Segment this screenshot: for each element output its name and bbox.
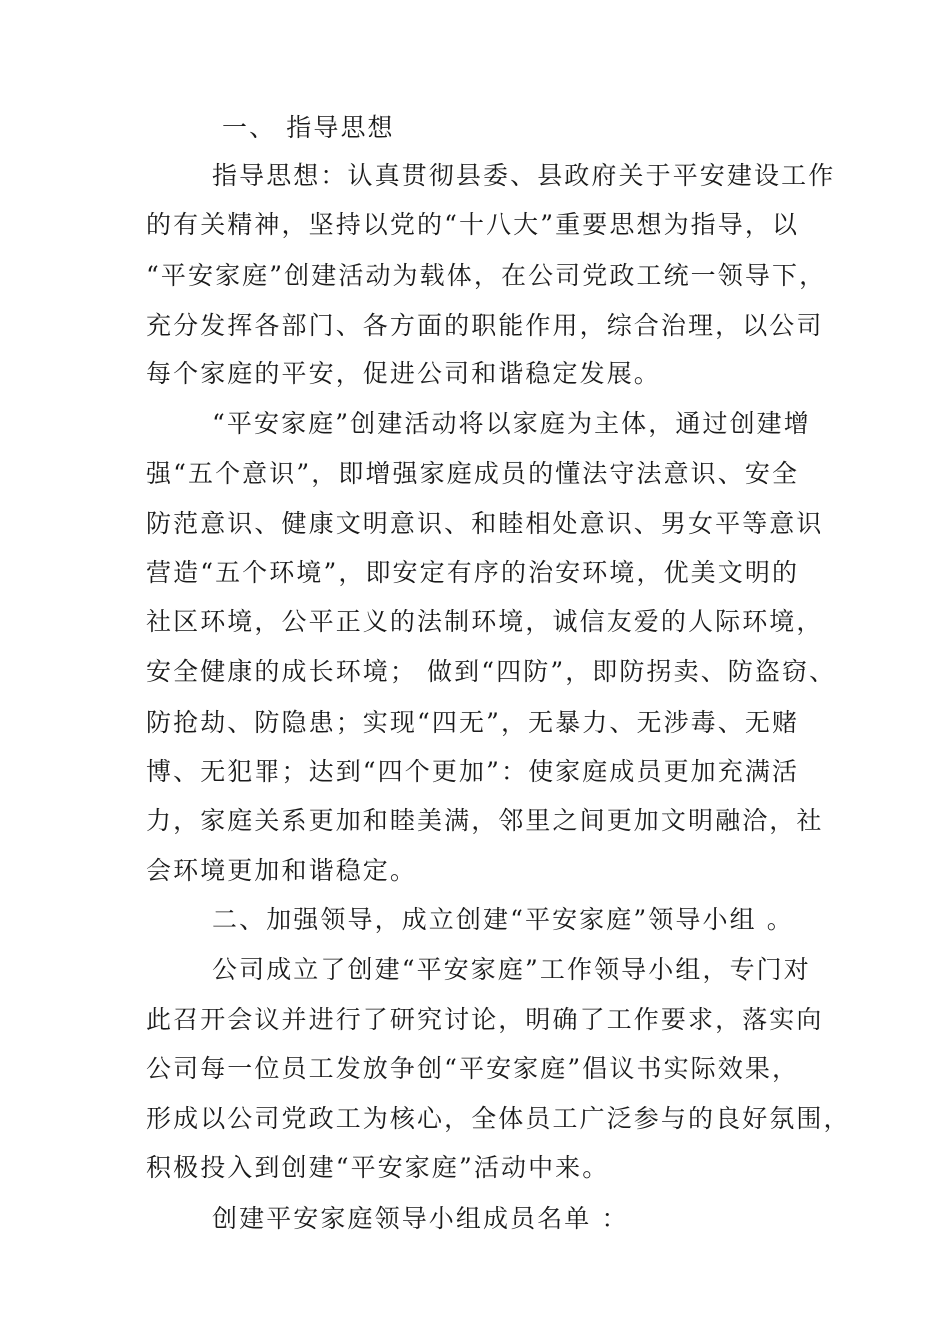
section1-heading: 一、 指导思想 [222, 113, 395, 142]
section1-p2-line1: “平安家庭”创建活动将以家庭为主体，通过创建增 [212, 409, 811, 438]
section1-p1-line5: 每个家庭的平安，促进公司和谐稳定发展。 [146, 359, 661, 388]
section2-p1-line3: 公司每一位员工发放争创“平安家庭”倡议书实际效果， [146, 1054, 800, 1083]
section1-p2-line10: 会环境更加和谐稳定。 [146, 856, 418, 885]
section1-p1-line1: 指导思想：认真贯彻县委、县政府关于平安建设工作 [212, 161, 836, 190]
section2-p1-line5: 积极投入到创建“平安家庭”活动中来。 [146, 1153, 610, 1182]
section1-p2-line5: 社区环境，公平正义的法制环境，诚信友爱的人际环境， [146, 607, 824, 636]
member-list-title: 创建平安家庭领导小组成员名单 ： [212, 1204, 629, 1233]
section2-p1-line1: 公司成立了创建“平安家庭”工作领导小组，专门对 [212, 955, 811, 984]
section1-p2-line8: 博、无犯罪；达到“四个更加”：使家庭成员更加充满活 [146, 757, 800, 786]
section2-p1-line4: 形成以公司党政工为核心，全体员工广泛参与的良好氛围， [146, 1104, 851, 1133]
section2-p1-line2: 此召开会议并进行了研究讨论，明确了工作要求，落实向 [146, 1005, 824, 1034]
section1-p2-line2: 强“五个意识”，即增强家庭成员的懂法守法意识、安全 [146, 459, 800, 488]
section1-p1-line3: “平安家庭”创建活动为载体，在公司党政工统一领导下， [146, 261, 827, 290]
section1-p2-line7: 防抢劫、防隐患；实现“四无”，无暴力、无涉毒、无赌 [146, 708, 800, 737]
section1-p1-line2: 的有关精神，坚持以党的“十八大”重要思想为指导，以 [146, 210, 800, 239]
section1-p1-line4: 充分发挥各部门、各方面的职能作用，综合治理，以公司 [146, 311, 824, 340]
section1-p2-line9: 力，家庭关系更加和睦美满，邻里之间更加文明融洽，社 [146, 806, 824, 835]
section2-heading: 二、加强领导，成立创建“平安家庭”领导小组 。 [212, 905, 794, 934]
section1-p2-line4: 营造“五个环境”，即安定有序的治安环境，优美文明的 [146, 558, 800, 587]
section1-p2-line3: 防范意识、健康文明意识、和睦相处意识、男女平等意识 [146, 509, 824, 538]
section1-p2-line6: 安全健康的成长环境； 做到“四防”，即防拐卖、防盗窃、 [146, 657, 837, 686]
